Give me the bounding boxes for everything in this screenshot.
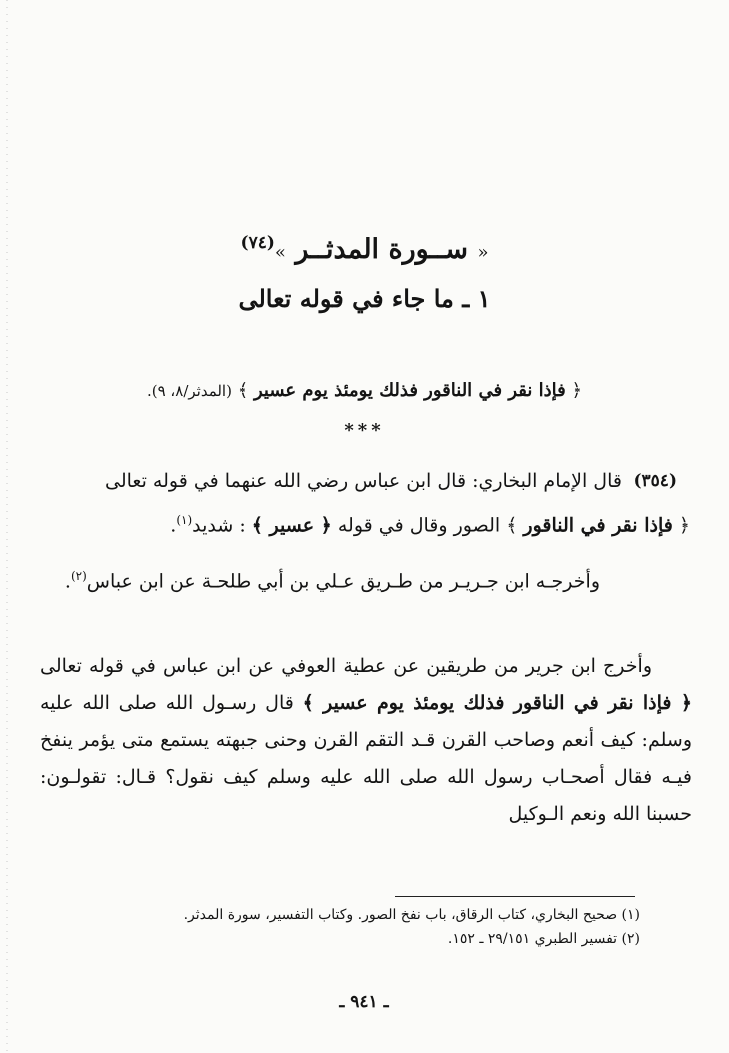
narration-dot: . [170,514,177,537]
section-title: ١ ـ ما جاء في قوله تعالى [238,284,491,313]
paragraph-3 [40,648,692,833]
verse-bracket-close: ﴾ [506,514,518,537]
footnote-ref-2: (٢) [70,569,87,583]
separator-stars: *** [344,420,385,441]
quote-open: « [477,242,489,263]
paragraph-2-end: . [64,570,71,593]
paragraph-2 [40,558,640,600]
verse-bracket-open: ﴿ [571,380,583,401]
surah-number: (٧٤) [240,233,275,253]
quote-close: » [274,242,286,263]
page-edge-shadow [6,0,8,1053]
footnote-divider [395,896,635,897]
footnote-2: (٢) تفسير الطبري ٢٩/١٥١ ـ ١٥٢. [447,931,640,947]
quranic-verse [60,376,669,406]
paragraph-3-part-1: وأخرج ابن جرير من طريقين عن عطية العوفي عن ابن عباس في قوله تعالى [40,655,652,677]
verse-bracket-close: ﴾ [237,380,249,401]
paragraph-3-verse: ﴿ فإذا نقر في الناقور فذلك يومئذ يوم عسير ﴾ [302,692,692,714]
narration-text-1: قال الإمام البخاري: قال ابن عباس رضي الله عنهما في قوله تعالى [105,470,622,492]
paragraph-2-text: وأخرجـه ابن جـريـر من طـريق عـلي بن أبي طلحـة عن ابن عباس [86,570,600,593]
footnote-ref-1: (١) [176,513,193,527]
surah-title [120,226,609,270]
verse-reference: (المدثر/٨، ٩). [146,382,232,400]
footnote-1: (١) صحيح البخاري، كتاب الرقاق، باب نفخ الصور. وكتاب التفسير، سورة المدثر. [183,907,640,923]
page-number: ـ ٩٤١ ـ [339,992,389,1012]
narration-text-2: الصور وقال في قوله [337,514,501,537]
footnotes [60,903,640,951]
narration-line-1 [30,463,677,500]
narration-meaning: : شديد [192,514,246,537]
verse-bracket-open: ﴿ [678,514,690,537]
narration-word: ﴿ عسير ﴾ [251,514,332,537]
surah-name: ســورة المدثــر [295,234,469,265]
paragraph-3-part-2: قال رسـول الله صلى الله عليه وسلم: كيف أنعم وصاحب القرن قـد التقم القرن وحنى جبهته يستمع متى يؤمر ينفخ فيـه فقال أصحـاب رسول الله صلى الله عليه وسلم كيف نقول؟ قـال: تقولـون: حسبنا الله ونعم الـوكيل [40,692,692,825]
narration-number: (٣٥٤) [633,471,677,491]
narration-line-2 [30,502,690,544]
narration-verse: فإذا نقر في الناقور [523,514,673,537]
verse-text: فإذا نقر في الناقور فذلك يومئذ يوم عسير [253,380,566,401]
